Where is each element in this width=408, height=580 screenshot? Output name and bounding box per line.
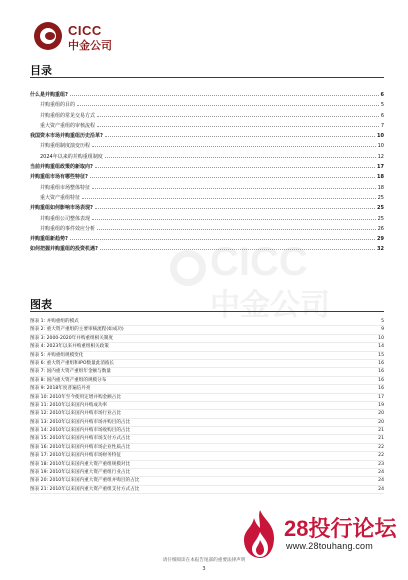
figure-item-title [30,352,83,359]
toc-leader [95,201,375,209]
figure-list-item[interactable] [30,343,384,351]
figure-list-item[interactable] [30,452,384,460]
figure-item-title [30,377,106,384]
figure-list-item[interactable] [30,394,384,402]
figure-item-caption: 2018年度普遍信丹亮 [46,386,91,392]
figure-item-title [30,419,130,426]
toc-leader [90,170,375,178]
contents-title: 目录 [30,64,52,77]
toc-item-page: 25 [377,215,384,222]
toc-item-title: 我国资本市场并购重组历史沿革? [30,133,103,140]
toc-item-page: 10 [377,143,384,150]
figure-item-title [30,486,139,493]
toc-item-title: 并购重组的目的 [40,102,76,109]
watermark-logo-icon [170,250,206,286]
figure-list-item[interactable] [30,318,384,326]
figure-item-title [30,343,109,350]
figure-item-page: 23 [378,461,384,467]
logo-name-en: CICC [68,23,102,38]
figure-item-label: 图表 4: [30,344,46,350]
toc-item-page: 12 [377,153,384,160]
figure-item-caption: 2010年以来国内重大资产重组规模对比 [49,461,131,467]
figure-item-page: 15 [378,352,384,358]
figure-item-caption: 2023年以来并购重组相关政策 [46,344,109,350]
figure-item-label: 图表 15: [30,436,49,442]
toc-item-title: 当前并购重组政策的新取向? [30,164,93,171]
figure-item-label: 图表 12: [30,411,49,417]
figure-item-caption: 国内重大资产重组年金额与数量 [46,369,111,375]
figure-list-item[interactable] [30,477,384,485]
figure-item-page: 16 [378,386,384,392]
figure-list-item[interactable] [30,326,384,334]
toc-item-title: 并购重组如何影响市场表现? [30,205,93,212]
figure-item-caption: 2010年以来国内并购市场企业性质占比 [49,444,131,450]
figure-item-label: 图表 6: [30,360,46,366]
figure-item-title [30,394,121,401]
cicc-logo [34,22,154,56]
table-of-contents [30,88,384,253]
toc-leader [92,181,376,189]
toc-item-title: 并购重组市场有哪些特征? [30,174,88,181]
logo-name-cn: 中金公司 [68,40,112,52]
figure-item-label: 图表 14: [30,428,49,434]
figure-list-item[interactable] [30,486,384,494]
figure-item-label: 图表 17: [30,453,49,459]
figure-item-page: 21 [378,436,384,442]
figure-list-item[interactable] [30,352,384,360]
figure-list-item[interactable] [30,410,384,418]
forum-url[interactable]: www.28touhang.com [286,541,373,551]
toc-item-page: 25 [377,194,384,201]
figure-item-label: 图表 2: [30,327,46,333]
toc-item-title: 如何把握并购重组的投资机遇? [30,246,98,253]
figure-item-caption: 2010年以来国内重大资产重组并购目的占比 [49,478,140,484]
figure-item-page: 20 [378,419,384,425]
figure-item-page: 10 [378,335,384,341]
toc-leader [92,212,376,220]
toc-leader [97,109,379,117]
figure-item-page: 16 [378,377,384,383]
figure-item-title [30,385,90,392]
forum-watermark-badge [238,508,408,560]
toc-item-page: 7 [380,122,384,129]
figure-item-page: 24 [378,486,384,492]
figure-list-item[interactable] [30,385,384,393]
toc-item[interactable] [30,191,384,201]
toc-item-title: 重大资产重组特征 [40,194,81,201]
watermark-name-cn: 中金公司 [210,289,330,322]
page-number: 3 [202,566,206,572]
figure-item-page: 22 [378,444,384,450]
figure-item-label: 图表 7: [30,369,46,375]
toc-item[interactable] [30,160,384,170]
toc-item-page: 6 [380,92,384,98]
figure-list-item[interactable] [30,377,384,385]
figure-list-item[interactable] [30,444,384,452]
toc-item[interactable] [30,222,384,232]
toc-item[interactable] [30,88,384,98]
figure-item-title [30,326,124,333]
toc-item-page: 32 [377,246,384,253]
figure-item-page: 22 [378,453,384,459]
toc-item-page: 10 [377,133,384,140]
toc-item[interactable] [30,119,384,129]
figure-list-item[interactable] [30,335,384,343]
watermark-name-en: CICC [210,240,308,284]
toc-item-page: 29 [377,236,384,243]
figure-item-title [30,469,130,476]
figure-item-label: 图表 5: [30,352,46,358]
figure-item-caption: 国内重大资产重组的规模分布 [46,377,107,383]
toc-item-title: 并购重组市场整体特征 [40,184,91,191]
figure-item-title [30,461,130,468]
toc-item-title: 2024年以来的并购重组制度 [40,153,103,160]
figure-list-item[interactable] [30,360,384,368]
figure-item-page: 17 [378,394,384,400]
figures-title: 图表 [30,298,52,311]
toc-item-page: 6 [380,112,384,119]
toc-item[interactable] [30,201,384,211]
list-of-figures [30,318,384,494]
figure-list-item[interactable] [30,427,384,435]
toc-item[interactable] [30,129,384,139]
cicc-logo-icon [34,22,62,50]
figure-item-title [30,452,121,459]
toc-item-page: 18 [377,184,384,191]
figure-item-caption: 重大资产重组和IPO数量此消彼长 [46,360,115,366]
toc-item-page: 26 [377,225,384,232]
figure-item-caption: 2000-2020年并购重组相关制度 [46,335,113,341]
toc-item-page: 5 [380,102,384,109]
figure-item-caption: 2010年以来国内并购市场并购目的占比 [49,419,131,425]
toc-leader [70,232,375,240]
figure-item-label: 图表 8: [30,377,46,383]
figure-item-label: 图表 19: [30,470,49,476]
toc-leader [70,88,379,96]
figure-item-caption: 2010年以来国内并购市场收购目的占比 [49,428,131,434]
figure-item-label: 图表 3: [30,335,46,341]
figure-item-caption: 并购重组的模式 [46,319,79,324]
figure-item-caption: 2010年以来国内并购成功率 [49,402,108,408]
toc-item-title: 并购重组制度演变历程 [40,143,91,150]
figure-item-title [30,435,130,442]
figure-item-caption: 2010年以来国内并购市场支付方式占比 [49,436,131,442]
toc-item[interactable] [30,150,384,160]
figure-item-title [30,444,130,451]
toc-item[interactable] [30,98,384,108]
figure-item-caption: 2010年以来国内并购市场财务特征 [49,453,121,459]
toc-item-page: 18 [377,174,384,181]
toc-item-title: 并购重组的事件效应分析 [40,225,96,232]
figure-item-page: 20 [378,411,384,417]
toc-item-title: 并购重组公司整体表现 [40,215,91,222]
figure-item-title [30,318,79,325]
toc-item-title: 什么是并购重组? [30,92,68,98]
forum-text: 投行论坛 [308,516,397,541]
toc-leader [105,129,375,137]
toc-item[interactable] [30,109,384,119]
toc-item[interactable] [30,181,384,191]
figure-item-page: 9 [381,327,384,333]
figure-list-item[interactable] [30,435,384,443]
toc-item-title: 并购重组的常见交易方式 [40,112,96,119]
figure-item-page: 16 [378,360,384,366]
toc-leader [77,98,379,106]
figure-item-page: 24 [378,470,384,476]
legal-notice: 请仔细阅读在本报告尾部的重要法律声明 [162,558,246,563]
forum-number: 28 [284,516,309,541]
toc-leader [97,222,376,230]
figure-item-caption: 并购重组规模变化 [46,352,84,358]
toc-item-title: 重大资产重组的审核流程 [40,122,96,129]
figure-item-page: 16 [378,369,384,375]
figure-item-title [30,360,114,367]
toc-item[interactable] [30,212,384,222]
toc-item-page: 17 [377,164,384,171]
toc-leader [82,191,376,199]
figure-item-label: 图表 18: [30,461,49,467]
toc-leader [95,160,375,168]
figure-item-page: 24 [378,478,384,484]
flame-icon [238,508,282,560]
figure-item-caption: 重大资产重组的主要审核流程(如成功) [46,327,124,333]
figure-item-page: 19 [378,402,384,408]
toc-item-title: 并购重组新趋势? [30,236,68,243]
toc-leader [105,150,376,158]
figure-item-label: 图表 16: [30,444,49,450]
figure-item-page: 5 [381,319,384,324]
forum-name [284,512,397,543]
figure-list-item[interactable] [30,419,384,427]
figure-item-title [30,335,113,342]
figure-item-caption: 2010年至今使用定增并购金额占比 [49,394,121,400]
figure-item-label: 图表 20: [30,478,49,484]
figures-divider [30,311,384,312]
figure-item-label: 图表 13: [30,419,49,425]
toc-item[interactable] [30,170,384,180]
toc-item-page: 25 [377,205,384,212]
figure-item-label: 图表 10: [30,394,49,400]
figure-item-page: 21 [378,428,384,434]
figure-list-item[interactable] [30,402,384,410]
contents-divider [30,77,384,78]
figure-list-item[interactable] [30,469,384,477]
figure-list-item[interactable] [30,368,384,376]
toc-item[interactable] [30,139,384,149]
figure-item-title [30,368,111,375]
figure-item-caption: 2010年以来国内重大资产重组支付方式占比 [49,486,140,492]
figure-list-item[interactable] [30,461,384,469]
figure-item-title [30,402,107,409]
figure-item-title [30,477,139,484]
toc-leader [97,119,379,127]
figure-item-title [30,410,121,417]
toc-leader [92,139,376,147]
cicc-watermark [170,240,350,320]
figure-item-title [30,427,130,434]
figure-item-label: 图表 11: [30,402,49,408]
figure-item-label: 图表 9: [30,386,46,392]
figure-item-caption: 2010年以来国内重大资产重组行业占比 [49,470,131,476]
figure-item-page: 14 [378,344,384,350]
figure-item-caption: 2010年以来国内并购市场行业占比 [49,411,121,417]
figure-item-label: 图表 1: [30,319,46,324]
figure-item-label: 图表 21: [30,486,49,492]
